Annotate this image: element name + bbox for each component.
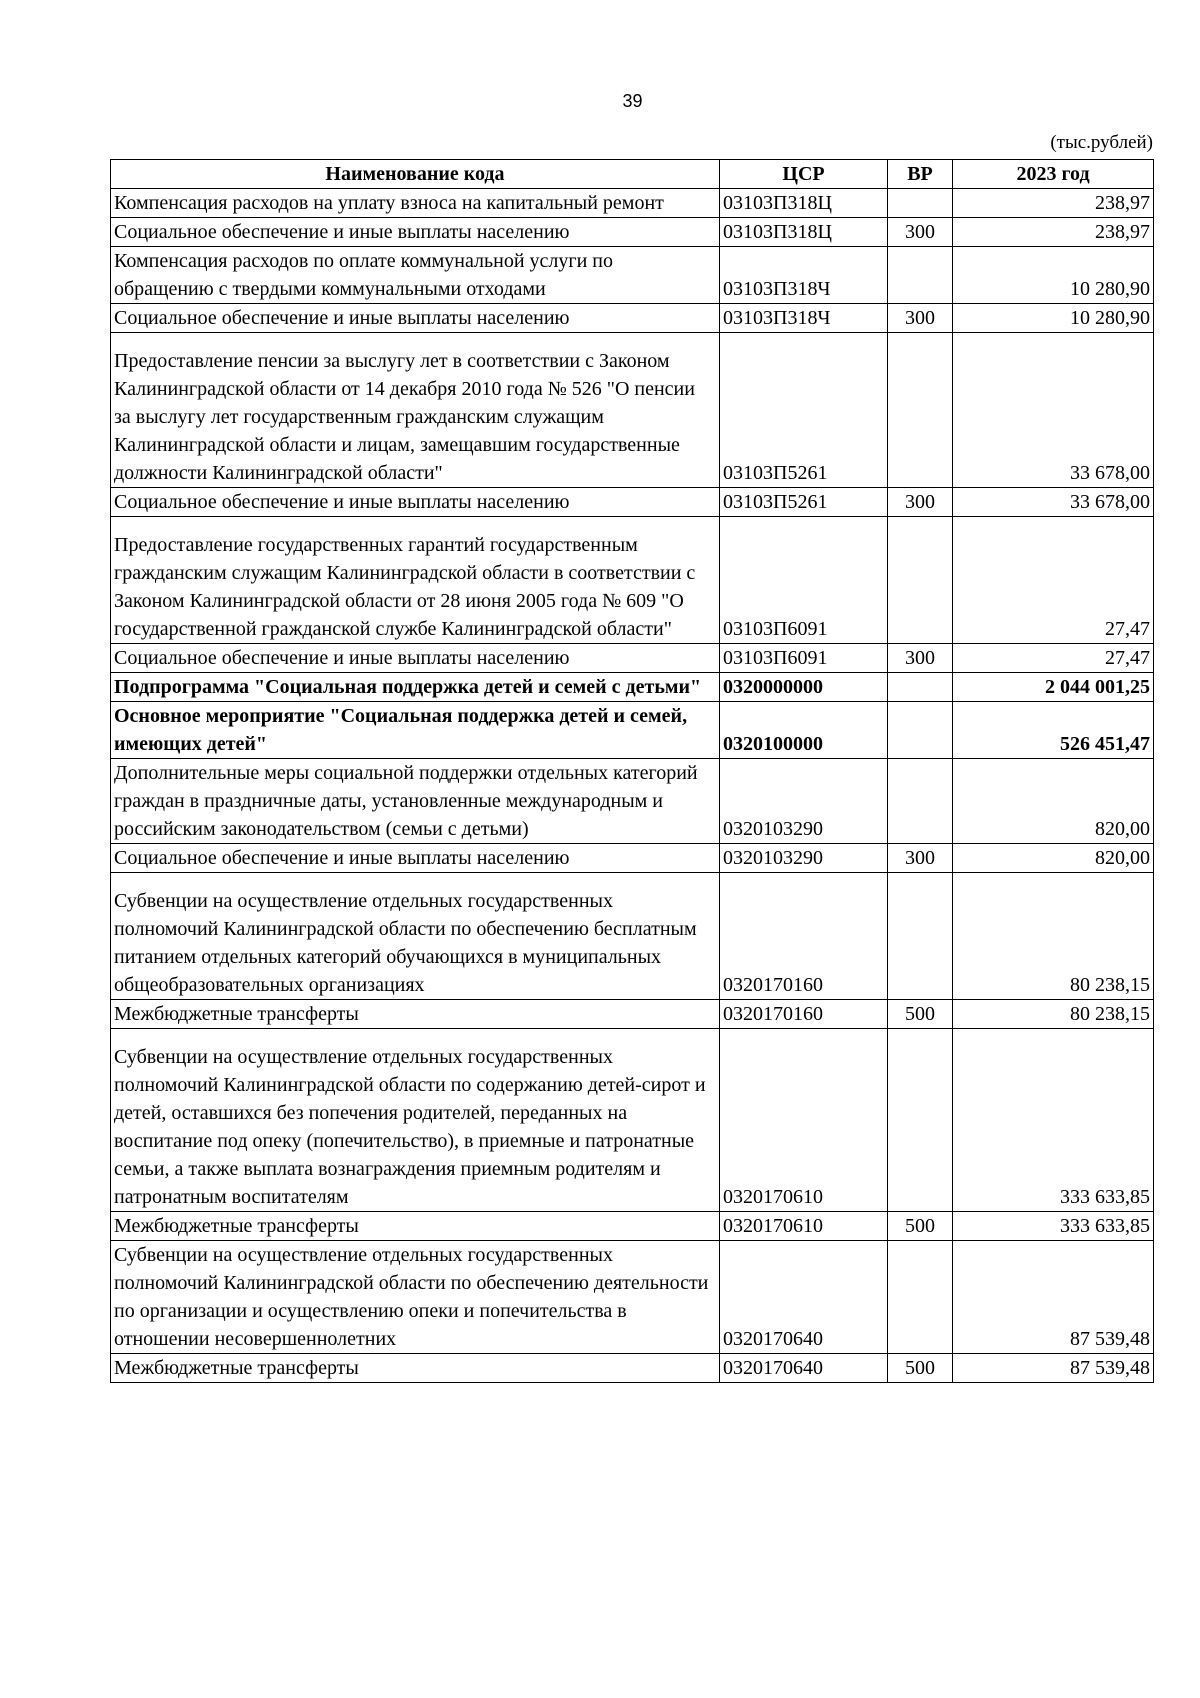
table-row bbox=[111, 844, 1154, 873]
row-vr: 500 bbox=[888, 1000, 953, 1029]
row-vr bbox=[888, 333, 953, 488]
row-vr: 500 bbox=[888, 1212, 953, 1241]
row-csr: 03103П6091 bbox=[720, 644, 888, 673]
table-row bbox=[111, 1241, 1154, 1354]
row-csr: 0320170640 bbox=[720, 1241, 888, 1354]
table-row-main-activity bbox=[111, 702, 1154, 759]
row-csr: 03103П318Ч bbox=[720, 304, 888, 333]
row-csr: 0320103290 bbox=[720, 759, 888, 844]
row-name: Субвенции на осуществление отдельных государственных полномочий Калининградской области по содержанию детей-сирот и детей, оставшихся без попечения родителей, переданных на воспитание под опеку (попечительство), в приемные и патронатные семьи, а также выплата вознаграждения приемным родителям и патронатным воспитателям bbox=[111, 1029, 720, 1212]
row-sum: 87 539,48 bbox=[953, 1241, 1154, 1354]
row-name: Предоставление государственных гарантий государственным гражданским служащим Калининградской области в соответствии с Законом Калининградской области от 28 июня 2005 года № 609 "О государственной гражданской службе Калининградской области" bbox=[111, 517, 720, 644]
row-sum: 820,00 bbox=[953, 759, 1154, 844]
row-csr: 0320103290 bbox=[720, 844, 888, 873]
table-row bbox=[111, 644, 1154, 673]
row-sum: 10 280,90 bbox=[953, 247, 1154, 304]
row-csr: 0320000000 bbox=[720, 673, 888, 702]
row-csr: 0320170610 bbox=[720, 1212, 888, 1241]
table-row bbox=[111, 1354, 1154, 1383]
row-name: Социальное обеспечение и иные выплаты населению bbox=[111, 844, 720, 873]
table-row bbox=[111, 1029, 1154, 1212]
table-row bbox=[111, 189, 1154, 218]
row-name: Межбюджетные трансферты bbox=[111, 1212, 720, 1241]
row-csr: 0320170610 bbox=[720, 1029, 888, 1212]
row-sum: 33 678,00 bbox=[953, 333, 1154, 488]
row-sum: 10 280,90 bbox=[953, 304, 1154, 333]
row-name: Компенсация расходов по оплате коммунальной услуги по обращению с твердыми коммунальными отходами bbox=[111, 247, 720, 304]
row-csr: 03103П6091 bbox=[720, 517, 888, 644]
table-row bbox=[111, 247, 1154, 304]
header-name: Наименование кода bbox=[111, 160, 720, 189]
row-sum: 2 044 001,25 bbox=[953, 673, 1154, 702]
table-row bbox=[111, 873, 1154, 1000]
row-vr: 300 bbox=[888, 844, 953, 873]
row-sum: 33 678,00 bbox=[953, 488, 1154, 517]
row-csr: 0320170640 bbox=[720, 1354, 888, 1383]
table-row bbox=[111, 1212, 1154, 1241]
row-vr bbox=[888, 1029, 953, 1212]
row-sum: 238,97 bbox=[953, 218, 1154, 247]
row-name: Подпрограмма "Социальная поддержка детей и семей с детьми" bbox=[111, 673, 720, 702]
row-sum: 820,00 bbox=[953, 844, 1154, 873]
row-name: Межбюджетные трансферты bbox=[111, 1354, 720, 1383]
row-sum: 27,47 bbox=[953, 644, 1154, 673]
row-name: Социальное обеспечение и иные выплаты населению bbox=[111, 218, 720, 247]
row-csr: 0320170160 bbox=[720, 1000, 888, 1029]
row-vr bbox=[888, 759, 953, 844]
row-vr bbox=[888, 247, 953, 304]
row-sum: 27,47 bbox=[953, 517, 1154, 644]
row-name: Основное мероприятие "Социальная поддержка детей и семей, имеющих детей" bbox=[111, 702, 720, 759]
row-csr: 03103П5261 bbox=[720, 333, 888, 488]
table-row bbox=[111, 488, 1154, 517]
row-csr: 03103П318Ч bbox=[720, 247, 888, 304]
units-label: (тыс.рублей) bbox=[1050, 132, 1153, 153]
table-row bbox=[111, 218, 1154, 247]
table-row bbox=[111, 304, 1154, 333]
row-vr bbox=[888, 1241, 953, 1354]
row-sum: 526 451,47 bbox=[953, 702, 1154, 759]
row-sum: 87 539,48 bbox=[953, 1354, 1154, 1383]
row-csr: 03103П5261 bbox=[720, 488, 888, 517]
row-vr: 300 bbox=[888, 218, 953, 247]
row-name: Субвенции на осуществление отдельных государственных полномочий Калининградской области по обеспечению деятельности по организации и осуществлению опеки и попечительства в отношении несовершеннолетних bbox=[111, 1241, 720, 1354]
row-vr: 500 bbox=[888, 1354, 953, 1383]
row-vr bbox=[888, 189, 953, 218]
row-vr bbox=[888, 873, 953, 1000]
page-number: 39 bbox=[622, 91, 643, 111]
row-name: Социальное обеспечение и иные выплаты населению bbox=[111, 488, 720, 517]
row-csr: 03103П318Ц bbox=[720, 218, 888, 247]
row-sum: 80 238,15 bbox=[953, 1000, 1154, 1029]
row-vr: 300 bbox=[888, 644, 953, 673]
row-vr: 300 bbox=[888, 304, 953, 333]
table-row bbox=[111, 517, 1154, 644]
table-row-subprogram bbox=[111, 673, 1154, 702]
table-row bbox=[111, 759, 1154, 844]
budget-table bbox=[110, 159, 1154, 1383]
header-vr: ВР bbox=[888, 160, 953, 189]
row-name: Предоставление пенсии за выслугу лет в соответствии с Законом Калининградской области от 14 декабря 2010 года № 526 "О пенсии за выслугу лет государственным гражданским служащим Калининградской области и лицам, замещавшим государственные должности Калининградской области" bbox=[111, 333, 720, 488]
table-row bbox=[111, 1000, 1154, 1029]
row-sum: 333 633,85 bbox=[953, 1212, 1154, 1241]
row-vr bbox=[888, 517, 953, 644]
row-sum: 238,97 bbox=[953, 189, 1154, 218]
row-name: Социальное обеспечение и иные выплаты населению bbox=[111, 644, 720, 673]
row-vr: 300 bbox=[888, 488, 953, 517]
table-row bbox=[111, 333, 1154, 488]
row-name: Межбюджетные трансферты bbox=[111, 1000, 720, 1029]
row-csr: 0320100000 bbox=[720, 702, 888, 759]
row-sum: 80 238,15 bbox=[953, 873, 1154, 1000]
row-sum: 333 633,85 bbox=[953, 1029, 1154, 1212]
row-csr: 03103П318Ц bbox=[720, 189, 888, 218]
row-name: Социальное обеспечение и иные выплаты населению bbox=[111, 304, 720, 333]
row-vr bbox=[888, 702, 953, 759]
row-csr: 0320170160 bbox=[720, 873, 888, 1000]
header-csr: ЦСР bbox=[720, 160, 888, 189]
header-sum: 2023 год bbox=[953, 160, 1154, 189]
row-name: Субвенции на осуществление отдельных государственных полномочий Калининградской области по обеспечению бесплатным питанием отдельных категорий обучающихся в муниципальных общеобразовательных организациях bbox=[111, 873, 720, 1000]
row-name: Дополнительные меры социальной поддержки отдельных категорий граждан в праздничные даты, установленные международным и российским законодательством (семьи с детьми) bbox=[111, 759, 720, 844]
table-header-row bbox=[111, 160, 1154, 189]
row-vr bbox=[888, 673, 953, 702]
row-name: Компенсация расходов на уплату взноса на капитальный ремонт bbox=[111, 189, 720, 218]
